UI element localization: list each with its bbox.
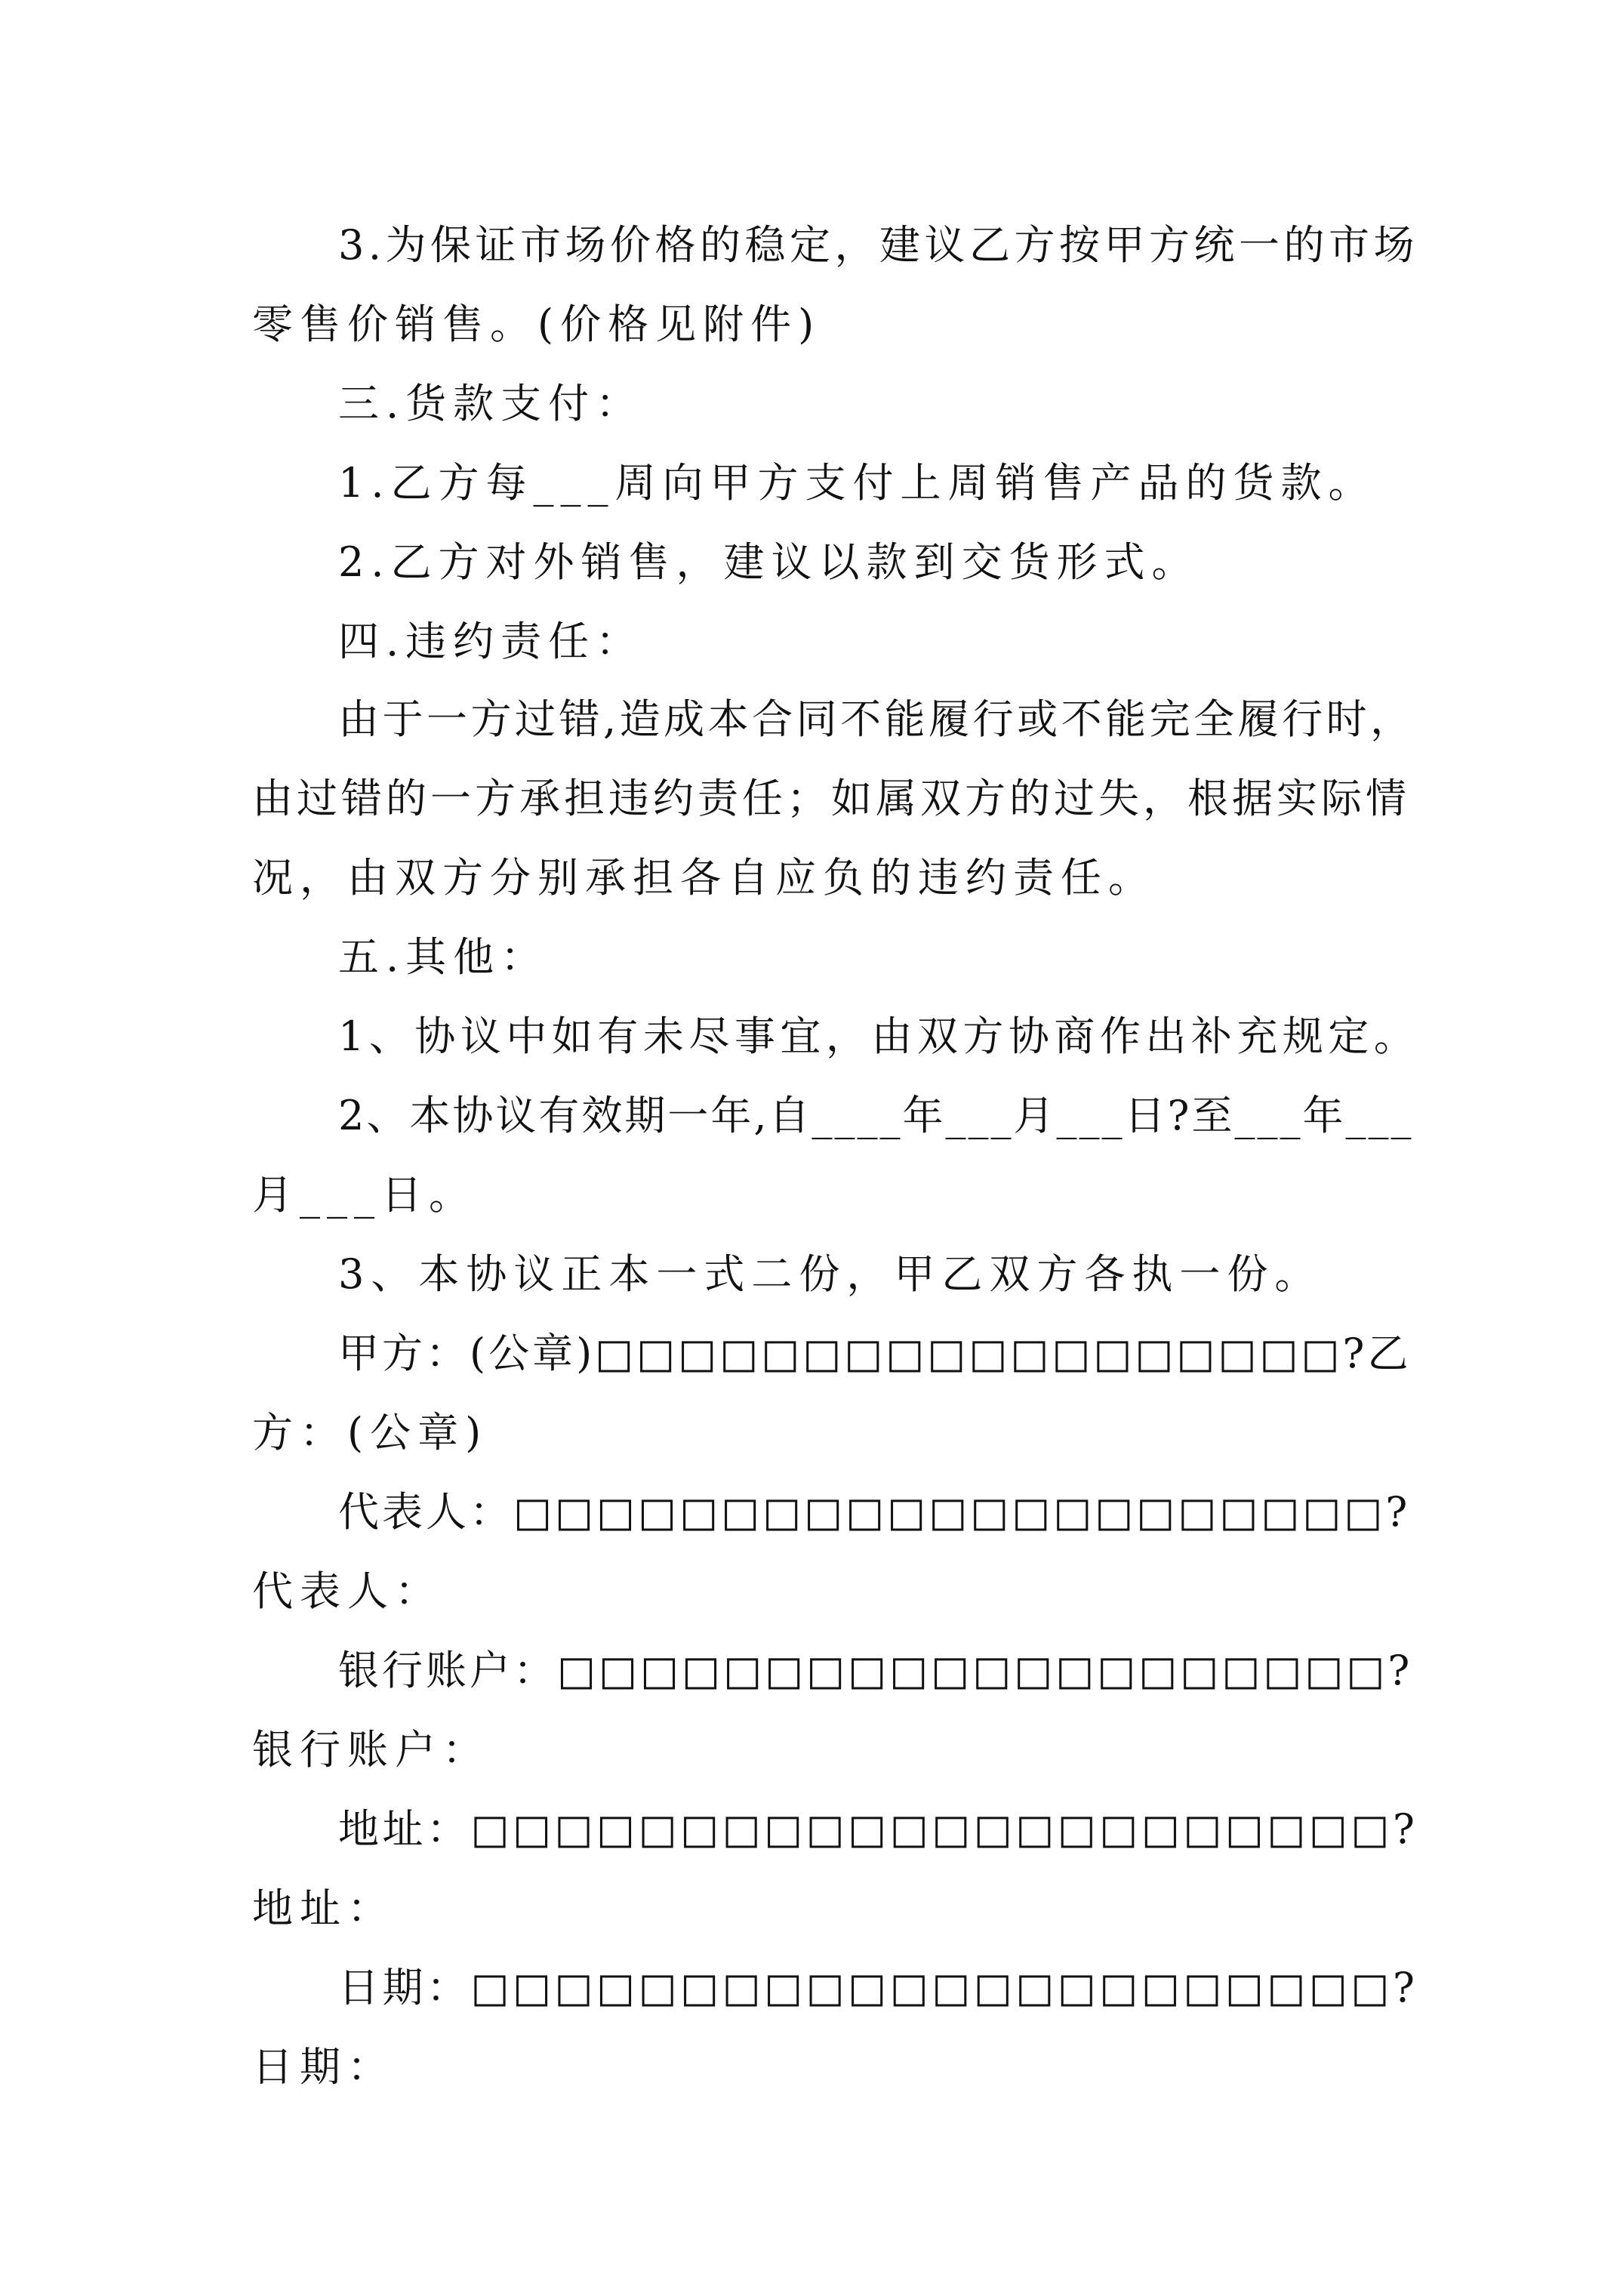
clause-weekly-payment: 1.乙方每___周向甲方支付上周销售产品的货款。 <box>338 459 1376 507</box>
clause-supplement: 1、协议中如有未尽事宜，由双方协商作出补充规定。 <box>338 1012 1420 1060</box>
clause-validity: 2、本协议有效期一年,自____年___月___日?至___年___ <box>338 1092 1414 1139</box>
section-heading-liability: 四.违约责任： <box>338 618 644 665</box>
section-heading-other: 五.其他： <box>338 933 549 981</box>
clause-liability-cont-1: 由过错的一方承担违约责任；如属双方的过失，根据实际情 <box>252 775 1410 822</box>
clause-liability: 由于一方过错,造成本合同不能履行或不能完全履行时， <box>338 695 1415 743</box>
clause-price-stability-cont: 零售价销售。(价格见附件) <box>252 300 821 348</box>
signature-bank-account-b: 银行账户： <box>252 1726 490 1774</box>
clause-validity-cont: 月___日。 <box>252 1171 476 1219</box>
clause-external-sales: 2.乙方对外销售，建议以款到交货形式。 <box>338 538 1200 586</box>
clause-liability-cont-2: 况，由双方分别承担各自应负的违约责任。 <box>252 854 1156 901</box>
signature-representative-b: 代表人： <box>252 1567 442 1615</box>
section-heading-payment: 三.货款支付： <box>338 380 644 427</box>
signature-representative-a: 代表人：□□□□□□□□□□□□□□□□□□□□□? <box>338 1488 1411 1536</box>
signature-address-a: 地址：□□□□□□□□□□□□□□□□□□□□□□? <box>338 1805 1418 1853</box>
clause-copies: 3、本协议正本一式二份，甲乙双方各执一份。 <box>338 1250 1323 1298</box>
signature-party-a-seal: 甲方：(公章)□□□□□□□□□□□□□□□□□□?乙 <box>338 1330 1412 1377</box>
signature-bank-account-a: 银行账户：□□□□□□□□□□□□□□□□□□□□? <box>338 1647 1413 1694</box>
signature-address-b: 地址： <box>252 1885 395 1932</box>
clause-price-stability: 3.为保证市场价格的稳定，建议乙方按甲方统一的市场 <box>338 221 1419 269</box>
signature-date-a: 日期：□□□□□□□□□□□□□□□□□□□□□□? <box>338 1964 1418 2011</box>
signature-date-b: 日期： <box>252 2043 395 2091</box>
signature-party-b-seal: 方：(公章) <box>252 1409 488 1456</box>
